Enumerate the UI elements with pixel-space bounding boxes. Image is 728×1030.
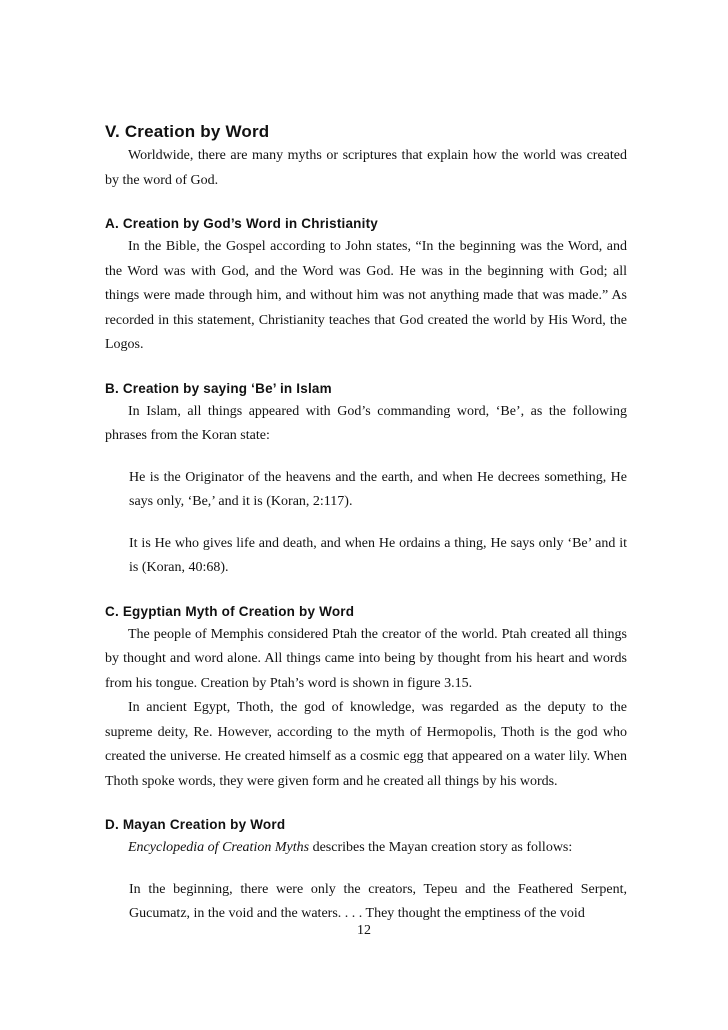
section-heading-creation-by-word: V. Creation by Word (105, 122, 270, 141)
quote-mayan: In the beginning, there were only the creators, Tepeu and the Feathered Serpent, Gucumatz, in the void and the waters. . . . They thought the emptiness of the void (129, 881, 627, 921)
paragraph-mayan (105, 836, 627, 861)
page-number: 12 (357, 923, 371, 938)
paragraph-thoth: In ancient Egypt, Thoth, the god of knowledge, was regarded as the deputy to the supreme deity, Re. However, according to the myth of Hermopolis, Thoth is the god who created the universe. He created himself as a cosmic egg that appeared on a water lily. When Thoth spoke words, they were given form and he created all things by his words. (105, 700, 627, 789)
subheading-islam: B. Creation by saying ‘Be’ in Islam (105, 380, 332, 396)
document-page (105, 122, 627, 927)
quote-koran-2-117: He is the Originator of the heavens and the earth, and when He decrees something, He says only, ‘Be,’ and it is (Koran, 2:117). (129, 469, 627, 509)
subheading-mayan: D. Mayan Creation by Word (105, 817, 286, 832)
paragraph-islam: In Islam, all things appeared with God’s commanding word, ‘Be’, as the following phrases from the Koran state: (105, 403, 627, 443)
subheading-christianity: A. Creation by God’s Word in Christianity (105, 216, 378, 231)
quote-koran-40-68: It is He who gives life and death, and when He ordains a thing, He says only ‘Be’ and it is (Koran, 40:68). (129, 535, 627, 575)
paragraph-ptah: The people of Memphis considered Ptah the creator of the world. Ptah created all things by thought and word alone. All things came into being by thought from his heart and words from his tongue. Creation by Ptah’s word is shown in figure 3.15. (105, 626, 627, 691)
paragraph-christianity: In the Bible, the Gospel according to John states, “In the beginning was the Word, and the Word was with God, and the Word was God. He was in the beginning with God; all things were made through him, and without him was not anything made that was made.” As recorded in this statement, Christianity teaches that God created the world by His Word, the Logos. (105, 239, 627, 352)
paragraph-mayan-text: describes the Mayan creation story as follows: (309, 840, 573, 855)
book-title: Encyclopedia of Creation Myths (128, 840, 310, 855)
paragraph-intro: Worldwide, there are many myths or scriptures that explain how the world was created by the word of God. (105, 148, 627, 188)
subheading-egyptian: C. Egyptian Myth of Creation by Word (105, 603, 355, 619)
